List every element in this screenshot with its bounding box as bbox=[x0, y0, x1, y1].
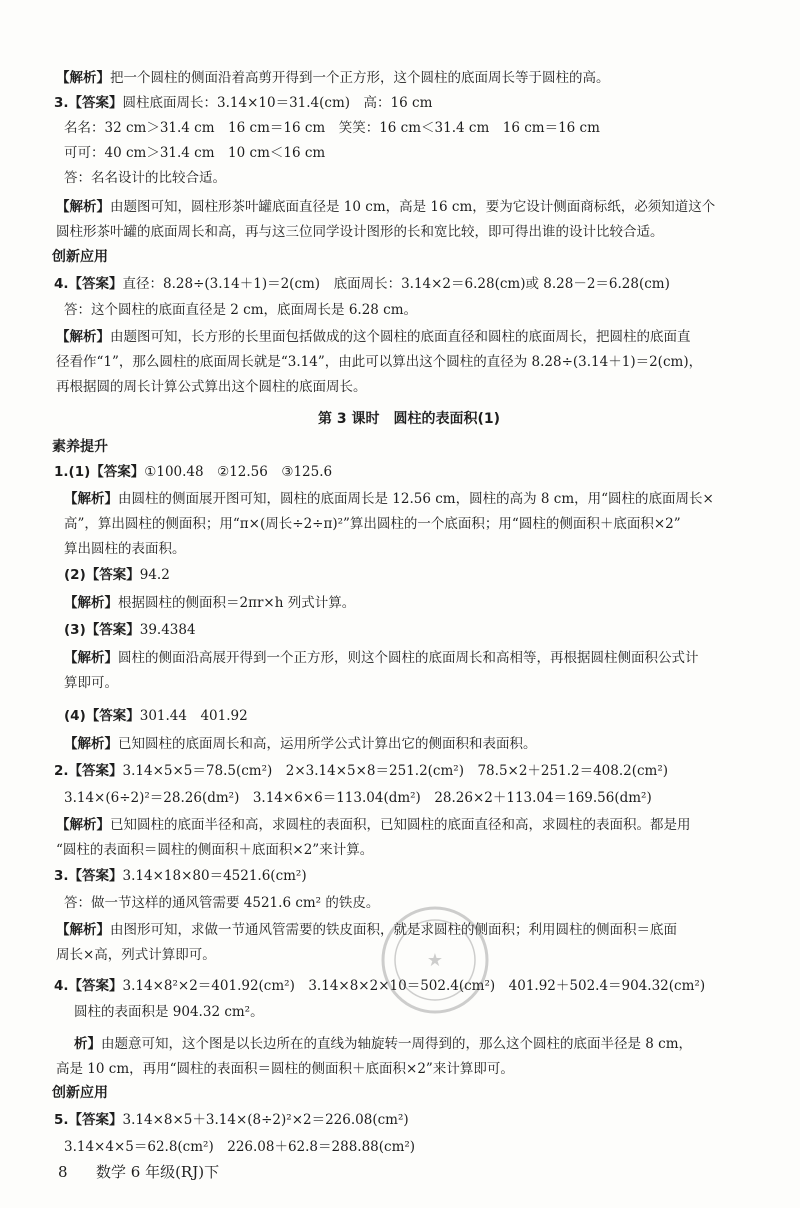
section-tag: 【解析】 bbox=[64, 736, 118, 752]
book-title: 数学 6 年级(RJ)下 bbox=[96, 1163, 220, 1181]
text-line bbox=[56, 68, 610, 88]
line-text: 名名：32 cm＞31.4 cm 16 cm＝16 cm 笑笑：16 cm＜31.4 cm 16 cm＝16 cm bbox=[64, 120, 600, 136]
line-text: 由题图可知，圆柱形茶叶罐底面直径是 10 cm，高是 16 cm，要为它设计侧面商标纸，必须知道这个 bbox=[110, 199, 716, 215]
text-line bbox=[54, 976, 705, 996]
text-line bbox=[56, 815, 691, 835]
text-line bbox=[56, 222, 664, 242]
text-line bbox=[64, 893, 379, 913]
lesson-title: 第 3 课时 圆柱的表面积(1) bbox=[318, 411, 501, 427]
question-number: 1. bbox=[54, 464, 69, 480]
watermark-stamp bbox=[375, 900, 495, 1020]
text-line bbox=[64, 1137, 415, 1157]
line-text: 3.14×18×80＝4521.6(cm²) bbox=[122, 868, 307, 884]
section-tag: 【答案】 bbox=[68, 276, 123, 292]
line-text: 直径：8.28÷(3.14＋1)＝2(cm) 底面周长：3.14×2＝6.28(cm)或 8.28－2＝6.28(cm) bbox=[122, 276, 670, 292]
text-line bbox=[64, 300, 417, 320]
section-heading: 创新应用 bbox=[52, 249, 108, 265]
section-heading: 素养提升 bbox=[52, 439, 108, 455]
page-number: 8 bbox=[58, 1163, 68, 1181]
text-line bbox=[64, 620, 196, 640]
text-line bbox=[56, 920, 677, 940]
section-tag: (1)【答案】 bbox=[68, 464, 145, 480]
text-line bbox=[74, 1002, 264, 1022]
section-tag: (4)【答案】 bbox=[64, 708, 140, 724]
section-tag: 【答案】 bbox=[68, 868, 123, 884]
text-line bbox=[56, 945, 216, 965]
text-line bbox=[64, 539, 186, 559]
text-line bbox=[56, 377, 367, 397]
line-text: 算出圆柱的表面积。 bbox=[64, 541, 186, 557]
svg-text:★: ★ bbox=[426, 950, 444, 971]
line-text: “圆柱的表面积＝圆柱的侧面积＋底面积×2”来计算。 bbox=[56, 842, 374, 858]
section-tag: 【解析】 bbox=[64, 650, 118, 666]
text-line bbox=[54, 274, 670, 294]
line-text: 高是 10 cm，再用“圆柱的表面积＝圆柱的侧面积＋底面积×2”来计算即可。 bbox=[56, 1061, 514, 1077]
line-text: 把一个圆柱的侧面沿着高剪开得到一个正方形，这个圆柱的底面周长等于圆柱的高。 bbox=[110, 70, 610, 86]
text-line bbox=[64, 593, 355, 613]
question-number: 4. bbox=[54, 276, 69, 292]
section-tag: 【解析】 bbox=[56, 817, 110, 833]
text-line bbox=[64, 118, 600, 138]
question-number: 5. bbox=[54, 1112, 69, 1128]
line-text: 301.44 401.92 bbox=[139, 708, 248, 724]
line-text: 再根据圆的周长计算公式算出这个圆柱的底面周长。 bbox=[56, 379, 367, 395]
section-heading: 创新应用 bbox=[52, 1085, 108, 1101]
section-tag: 【答案】 bbox=[68, 1112, 123, 1128]
line-text: 圆柱形茶叶罐的底面周长和高，再与这三位同学设计图形的长和宽比较，即可得出谁的设计比较合适。 bbox=[56, 224, 664, 240]
line-text: 圆柱底面周长：3.14×10＝31.4(cm) 高：16 cm bbox=[122, 95, 433, 111]
text-line bbox=[64, 565, 170, 585]
line-text: 已知圆柱的底面周长和高，运用所学公式计算出它的侧面积和表面积。 bbox=[118, 736, 537, 752]
text-line bbox=[74, 1034, 692, 1054]
line-text: 答：这个圆柱的底面直径是 2 cm，底面周长是 6.28 cm。 bbox=[64, 302, 418, 318]
line-text: 39.4384 bbox=[139, 622, 196, 638]
text-line bbox=[64, 706, 248, 726]
line-text: 周长×高，列式计算即可。 bbox=[56, 947, 216, 963]
text-line bbox=[56, 327, 691, 347]
section-tag: 【答案】 bbox=[68, 95, 123, 111]
text-line bbox=[64, 734, 537, 754]
text-line bbox=[64, 788, 652, 808]
section-tag: 析】 bbox=[74, 1036, 101, 1052]
line-text: 高”，算出圆柱的侧面积；用“π×(周长÷2÷π)²”算出圆柱的一个底面积；用“圆柱的侧面积＋底面积×2” bbox=[64, 516, 681, 532]
line-text: 3.14×8²×2＝401.92(cm²) 3.14×8×2×10＝502.4(cm²) 401.92＋502.4＝904.32(cm²) bbox=[122, 978, 706, 994]
section-tag: 【解析】 bbox=[56, 329, 110, 345]
text-line bbox=[52, 1083, 108, 1103]
line-text: 3.14×8×5＋3.14×(8÷2)²×2＝226.08(cm²) bbox=[122, 1112, 409, 1128]
section-tag: 【解析】 bbox=[64, 595, 118, 611]
question-number: 3. bbox=[54, 868, 69, 884]
text-line bbox=[54, 866, 307, 886]
text-line bbox=[64, 514, 681, 534]
text-line bbox=[56, 1059, 514, 1079]
section-tag: 【答案】 bbox=[68, 763, 123, 779]
line-text: 由图形可知，求做一节通风管需要的铁皮面积，就是求圆柱的侧面积；利用圆柱的侧面积＝底面 bbox=[110, 922, 677, 938]
text-line bbox=[52, 437, 108, 457]
text-line bbox=[64, 168, 226, 188]
text-line bbox=[54, 93, 432, 113]
line-text: 答：做一节这样的通风管需要 4521.6 cm² 的铁皮。 bbox=[64, 895, 380, 911]
text-line bbox=[54, 462, 332, 482]
question-number: 3. bbox=[54, 95, 69, 111]
line-text: 3.14×5×5＝78.5(cm²) 2×3.14×5×8＝251.2(cm²) 78.5×2＋251.2＝408.2(cm²) bbox=[122, 763, 669, 779]
line-text: 根据圆柱的侧面积＝2πr×h 列式计算。 bbox=[118, 595, 356, 611]
text-line bbox=[64, 143, 325, 163]
line-text: ①100.48 ②12.56 ③125.6 bbox=[144, 464, 333, 480]
line-text: 由圆柱的侧面展开图可知，圆柱的底面周长是 12.56 cm，圆柱的高为 8 cm，用“圆柱的底面周长× bbox=[118, 491, 714, 507]
text-line bbox=[54, 761, 668, 781]
text-line bbox=[64, 673, 118, 693]
text-line bbox=[318, 409, 500, 429]
section-tag: 【解析】 bbox=[56, 199, 110, 215]
text-line bbox=[64, 489, 714, 509]
line-text: 由题意可知，这个图是以长边所在的直线为轴旋转一周得到的，那么这个圆柱的底面半径是 8 cm， bbox=[101, 1036, 693, 1052]
section-tag: 【解析】 bbox=[56, 922, 110, 938]
line-text: 答：名名设计的比较合适。 bbox=[64, 170, 226, 186]
text-line bbox=[56, 352, 702, 372]
text-line bbox=[56, 197, 715, 217]
text-line bbox=[56, 840, 373, 860]
line-text: 3.14×4×5＝62.8(cm²) 226.08＋62.8＝288.88(cm²) bbox=[64, 1139, 416, 1155]
section-tag: (3)【答案】 bbox=[64, 622, 140, 638]
line-text: 圆柱的侧面沿高展开得到一个正方形，则这个圆柱的底面周长和高相等，再根据圆柱侧面积公式计 bbox=[118, 650, 699, 666]
question-number: 2. bbox=[54, 763, 69, 779]
line-text: 径看作“1”，那么圆柱的底面周长就是“3.14”，由此可以算出这个圆柱的直径为 8.28÷(3.14＋1)＝2(cm)， bbox=[56, 354, 703, 370]
section-tag: (2)【答案】 bbox=[64, 567, 140, 583]
text-line bbox=[54, 1110, 409, 1130]
text-line bbox=[64, 648, 699, 668]
line-text: 由题图可知，长方形的长里面包括做成的这个圆柱的底面直径和圆柱的底面周长，把圆柱的底面直 bbox=[110, 329, 691, 345]
section-tag: 【解析】 bbox=[64, 491, 118, 507]
text-line bbox=[52, 247, 108, 267]
section-tag: 【解析】 bbox=[56, 70, 110, 86]
line-text: 3.14×(6÷2)²＝28.26(dm²) 3.14×6×6＝113.04(dm²) 28.26×2＋113.04＝169.56(dm²) bbox=[64, 790, 652, 806]
line-text: 已知圆柱的底面半径和高，求圆柱的表面积，已知圆柱的底面直径和高，求圆柱的表面积。都是用 bbox=[110, 817, 691, 833]
line-text: 可可：40 cm＞31.4 cm 10 cm＜16 cm bbox=[64, 145, 326, 161]
section-tag: 【答案】 bbox=[68, 978, 123, 994]
line-text: 算即可。 bbox=[64, 675, 118, 691]
line-text: 圆柱的表面积是 904.32 cm²。 bbox=[74, 1004, 264, 1020]
question-number: 4. bbox=[54, 978, 69, 994]
line-text: 94.2 bbox=[139, 567, 170, 583]
